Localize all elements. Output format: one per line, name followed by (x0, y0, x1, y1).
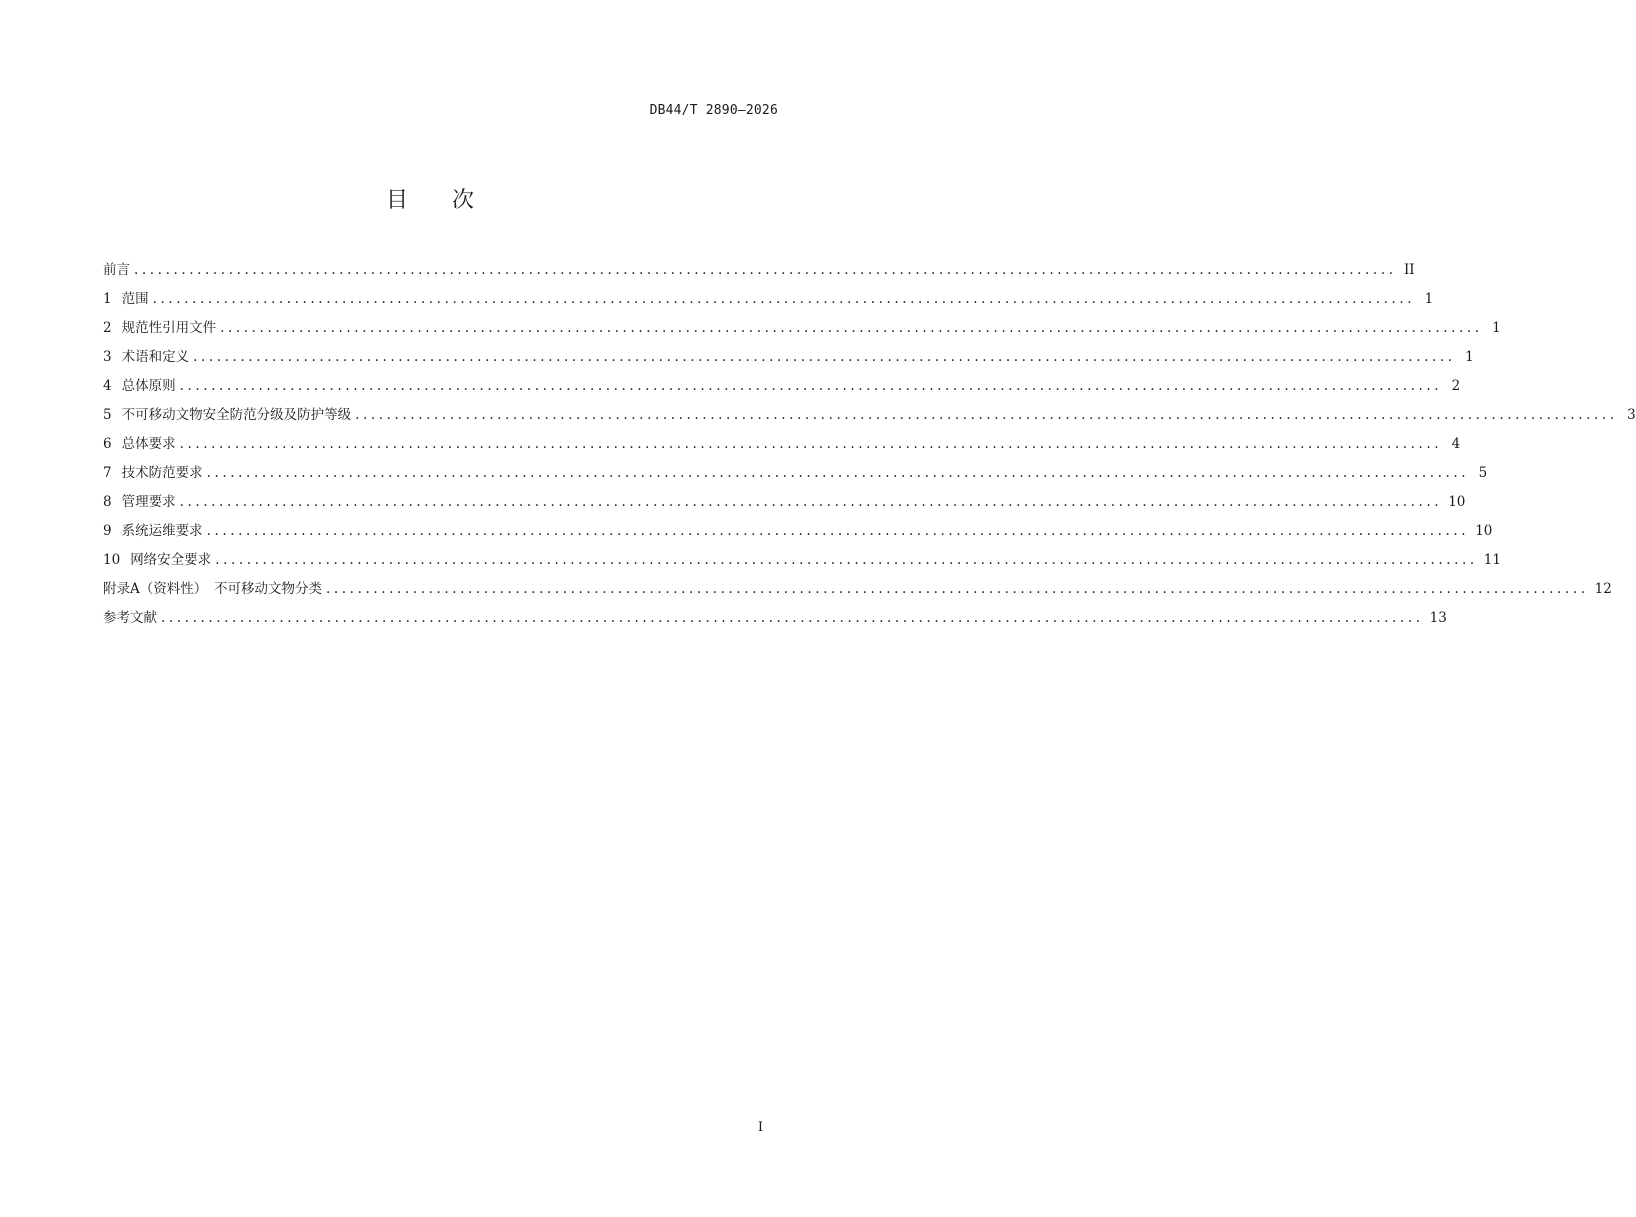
toc-leader-dots: ................................................................................................................................................................ (326, 581, 1589, 597)
table-of-contents (103, 260, 1636, 637)
toc-entry-page: 10 (1475, 523, 1493, 539)
toc-entry-page: 4 (1451, 436, 1461, 452)
toc-leader-dots: ................................................................................................................................................................ (193, 349, 1456, 365)
document-code: DB44/T 2890—2026 (649, 103, 778, 118)
toc-leader-dots: ................................................................................................................................................................ (179, 378, 1443, 394)
toc-entry-number: 7 (103, 465, 112, 481)
toc-entry-3[interactable] (103, 347, 1474, 376)
toc-title (0, 183, 860, 214)
toc-entry-label (103, 579, 322, 599)
toc-entry-page: 12 (1594, 581, 1612, 597)
toc-entry-page: 5 (1478, 465, 1488, 481)
toc-leader-dots: ................................................................................................................................................................ (206, 465, 1470, 481)
toc-entry-1[interactable] (103, 289, 1434, 318)
toc-leader-dots: ................................................................................................................................................................ (355, 407, 1618, 423)
toc-entry-title: 参考文献 (103, 610, 157, 626)
toc-entry-title: 总体要求 (121, 436, 176, 452)
toc-entry-number: 6 (103, 436, 112, 452)
toc-entry-page: 1 (1465, 349, 1474, 365)
toc-entry-title: 术语和定义 (121, 349, 190, 365)
toc-entry-title: 总体原则 (121, 378, 176, 394)
toc-entry-page: 10 (1448, 494, 1466, 510)
toc-entry-2[interactable] (103, 318, 1501, 347)
toc-leader-dots: ................................................................................................................................................................ (220, 320, 1483, 336)
toc-entry-title: 规范性引用文件 (121, 320, 217, 336)
toc-title-char: 次 (452, 188, 475, 213)
toc-entry-7[interactable] (103, 463, 1488, 492)
toc-title-char: 目 (385, 188, 408, 213)
toc-entry-label (103, 608, 157, 628)
toc-entry-page: 11 (1483, 552, 1501, 568)
toc-entry-title: 网络安全要求 (130, 552, 212, 568)
toc-entry-6[interactable] (103, 434, 1461, 463)
toc-entry-number: 8 (103, 494, 112, 510)
toc-leader-dots: ................................................................................................................................................................ (179, 436, 1443, 452)
toc-entry-label (103, 376, 176, 396)
toc-leader-dots: ................................................................................................................................................................ (161, 610, 1424, 626)
toc-entry-title: 技术防范要求 (121, 465, 203, 481)
toc-entry-label (103, 463, 203, 483)
toc-entry-page: 2 (1451, 378, 1461, 394)
toc-entry-label (103, 492, 176, 512)
toc-entry-4[interactable] (103, 376, 1461, 405)
toc-leader-dots: ................................................................................................................................................................ (134, 262, 1397, 278)
toc-leader-dots: ................................................................................................................................................................ (152, 291, 1416, 307)
page-number: I (757, 1120, 763, 1135)
toc-entry-number: 1 (103, 291, 112, 307)
toc-entry-number: 9 (103, 523, 112, 539)
toc-entry-label (103, 347, 189, 367)
toc-entry-number: 4 (103, 378, 112, 394)
toc-entry-page: II (1403, 262, 1415, 278)
toc-entry-page: 1 (1492, 320, 1501, 336)
toc-entry-page: 1 (1424, 291, 1434, 307)
toc-leader-dots: ................................................................................................................................................................ (215, 552, 1478, 568)
toc-entry-title: 附录A（资料性） 不可移动文物分类 (103, 581, 322, 597)
toc-entry-label (103, 260, 130, 280)
toc-entry-5[interactable] (103, 405, 1636, 434)
toc-entry-title: 前言 (103, 262, 130, 278)
toc-entry-title: 系统运维要求 (121, 523, 203, 539)
toc-leader-dots: ................................................................................................................................................................ (206, 523, 1470, 539)
toc-entry-label (103, 405, 351, 425)
toc-entry-number: 10 (103, 552, 121, 568)
toc-entry-number: 2 (103, 320, 112, 336)
toc-entry-label (103, 318, 216, 338)
toc-entry-title: 不可移动文物安全防范分级及防护等级 (121, 407, 352, 423)
toc-entry-label (103, 434, 176, 454)
toc-entry-page: 3 (1627, 407, 1636, 423)
toc-entry-label (103, 521, 203, 541)
toc-entry-title: 管理要求 (121, 494, 176, 510)
toc-entry-foreword[interactable] (103, 260, 1415, 289)
toc-entry-8[interactable] (103, 492, 1466, 521)
toc-entry-title: 范围 (121, 291, 149, 307)
toc-entry-number: 5 (103, 407, 112, 423)
toc-entry-appendix-a[interactable] (103, 579, 1612, 608)
toc-leader-dots: ................................................................................................................................................................ (179, 494, 1443, 510)
toc-entry-number: 3 (103, 349, 112, 365)
toc-entry-label (103, 289, 149, 309)
toc-entry-page: 13 (1429, 610, 1447, 626)
toc-entry-label (103, 550, 211, 570)
toc-entry-bibliography[interactable] (103, 608, 1447, 637)
toc-entry-9[interactable] (103, 521, 1493, 550)
toc-entry-10[interactable] (103, 550, 1501, 579)
